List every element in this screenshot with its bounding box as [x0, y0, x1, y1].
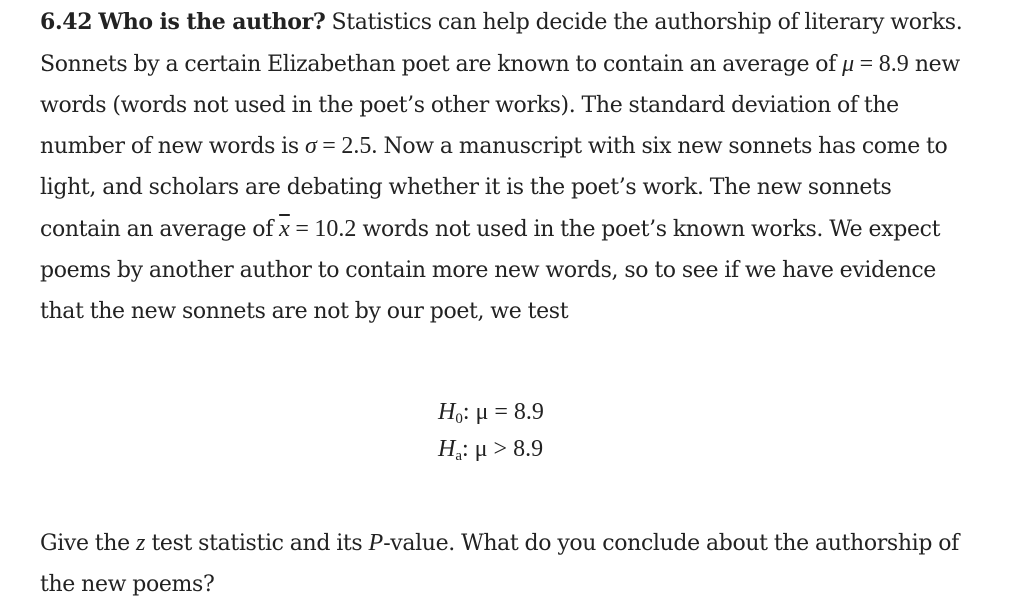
- equals-sign: =: [295, 215, 309, 242]
- problem-statement: [40, 2, 970, 332]
- problem-heading: Who is the author?: [98, 9, 326, 35]
- mu-equation: [842, 51, 909, 77]
- null-hypothesis: [438, 394, 544, 431]
- problem-number: 6.42: [40, 9, 93, 35]
- xbar-value: 10.2: [314, 215, 357, 242]
- question-part-2: test statistic and its: [151, 531, 363, 556]
- ha-subscript: a: [455, 448, 463, 464]
- sigma-value: 2.5.: [341, 133, 378, 160]
- mu-symbol: μ: [842, 50, 855, 77]
- question-part-1: Give the: [40, 531, 130, 556]
- problem-text-1: Statistics can help decide the authorship of literary works. Sonnets by a certain Elizabethan poet are known to contain an average of: [40, 10, 963, 77]
- alternative-hypothesis: [438, 431, 544, 468]
- problem-text-4: words not used in the poet’s known works. We expect poems by another author to contain more new words, so to see if we have evidence that the new sonnets are not by our poet, we test: [40, 216, 941, 324]
- problem-text-3: Now a manuscript with six new sonnets has come to light, and scholars are debating whether it is the poet’s work. The new sonnets contain an average of: [40, 134, 948, 242]
- hypotheses-block: [438, 394, 544, 468]
- question-text: [40, 523, 970, 605]
- ha-letter: H: [438, 436, 456, 462]
- xbar-symbol: $\overline{x}$: [279, 215, 290, 242]
- p-symbol: P: [368, 530, 384, 556]
- xbar-equation: [279, 216, 356, 242]
- mu-value: 8.9: [878, 50, 909, 77]
- problem-text-2: new words (words not used in the poet’s other works). The standard deviation of the number of new words is: [40, 51, 960, 160]
- h0-subscript: 0: [455, 411, 463, 427]
- equals-sign: =: [859, 50, 874, 77]
- ha-statement: : μ > 8.9: [462, 436, 544, 462]
- h0-letter: H: [438, 399, 456, 425]
- h0-statement: : μ = 8.9: [462, 399, 544, 425]
- question-part-3: -value. What do you conclude about the authorship of the new poems?: [40, 531, 959, 597]
- sigma-equation: [305, 133, 377, 159]
- equals-sign: =: [322, 133, 336, 160]
- sigma-symbol: σ: [304, 133, 317, 160]
- z-symbol: z: [135, 530, 146, 556]
